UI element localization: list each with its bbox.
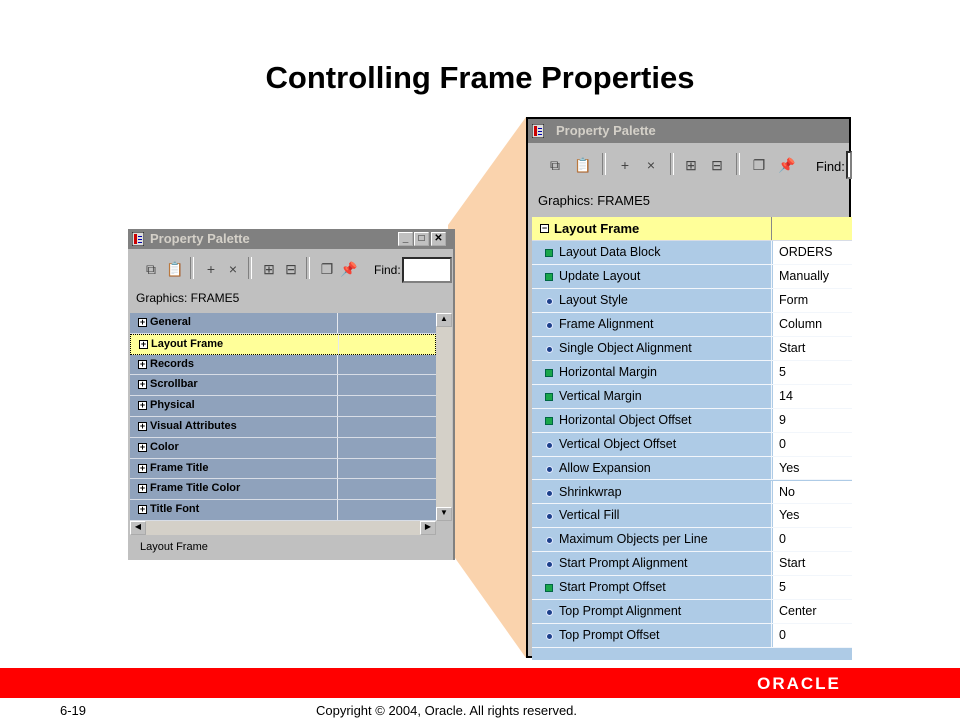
property-group-row[interactable] xyxy=(130,396,436,417)
property-name: Maximum Objects per Line xyxy=(559,532,708,547)
property-name-cell xyxy=(532,504,772,527)
property-value: Center xyxy=(779,604,817,619)
property-default-icon xyxy=(546,346,553,353)
slide-title: Controlling Frame Properties xyxy=(265,60,695,95)
add-icon[interactable]: + xyxy=(620,157,630,173)
property-value: 9 xyxy=(779,412,786,427)
property-group-row[interactable] xyxy=(130,417,436,438)
property-name: Layout Style xyxy=(559,292,628,307)
group-name-cell xyxy=(130,479,338,499)
expand-icon[interactable]: + xyxy=(139,504,146,515)
context-label: Graphics: FRAME5 xyxy=(538,193,650,208)
expand-icon[interactable]: + xyxy=(139,358,146,369)
property-name: Update Layout xyxy=(559,268,641,283)
property-group-row[interactable] xyxy=(130,479,436,500)
property-name-cell xyxy=(532,457,772,480)
expand-icon[interactable]: + xyxy=(139,462,146,473)
property-value-cell[interactable] xyxy=(773,289,852,312)
copyright-notice: Copyright © 2004, Oracle. All rights reserved. xyxy=(316,703,578,718)
palette-app-icon xyxy=(132,232,144,246)
group-label: Scrollbar xyxy=(150,378,198,391)
property-value-cell[interactable] xyxy=(773,361,852,384)
toolbar-separator xyxy=(670,153,674,175)
property-value-cell[interactable] xyxy=(773,528,852,551)
property-group-row[interactable] xyxy=(130,355,436,376)
toolbar-separator xyxy=(306,257,310,279)
large-palette-title: Property Palette xyxy=(556,123,656,138)
property-value-cell[interactable] xyxy=(773,409,852,432)
property-name: Allow Expansion xyxy=(559,460,651,475)
property-row[interactable] xyxy=(532,241,852,265)
svg-text:ORACLE: ORACLE xyxy=(757,674,841,692)
property-default-icon xyxy=(546,633,553,640)
scroll-left-button[interactable]: ◀ xyxy=(130,521,146,535)
property-default-icon xyxy=(546,537,553,544)
close-button[interactable]: ✕ xyxy=(431,232,446,246)
property-group-row[interactable] xyxy=(130,500,436,521)
intersection-icon[interactable]: ⊟ xyxy=(285,261,297,277)
property-changed-icon xyxy=(545,417,553,425)
property-row[interactable] xyxy=(532,265,852,289)
expand-icon[interactable]: + xyxy=(139,441,146,452)
group-name-cell xyxy=(130,438,338,458)
large-palette-toolbar xyxy=(528,145,849,187)
property-group-row[interactable] xyxy=(130,375,436,396)
property-name: Horizontal Object Offset xyxy=(559,412,692,427)
property-value: Form xyxy=(779,292,809,307)
delete-icon[interactable]: × xyxy=(646,157,656,173)
property-name: Single Object Alignment xyxy=(559,340,692,355)
add-icon[interactable]: + xyxy=(206,261,216,277)
property-value: Manually xyxy=(779,268,830,283)
freeze-icon[interactable]: ❐ xyxy=(752,157,766,173)
property-name-cell xyxy=(532,409,772,432)
small-property-grid xyxy=(130,313,436,521)
small-palette-title: Property Palette xyxy=(150,231,250,246)
property-value: Start xyxy=(779,340,806,355)
scroll-up-button[interactable]: ▲ xyxy=(436,313,452,327)
property-name-cell xyxy=(532,289,772,312)
property-group-row[interactable] xyxy=(130,438,436,459)
property-row[interactable] xyxy=(532,528,852,552)
property-name-cell xyxy=(532,337,772,360)
maximize-button[interactable]: □ xyxy=(414,232,429,246)
property-row[interactable] xyxy=(532,385,852,409)
toolbar-separator xyxy=(248,257,252,279)
expand-icon[interactable]: + xyxy=(139,400,146,411)
delete-icon[interactable]: × xyxy=(228,261,238,277)
property-value-cell[interactable] xyxy=(773,265,852,288)
property-value: 0 xyxy=(779,532,786,547)
copy-properties-icon[interactable]: ⧉ xyxy=(550,157,560,173)
property-value: 5 xyxy=(779,364,786,379)
group-label: Layout Frame xyxy=(151,337,224,350)
expand-icon[interactable]: + xyxy=(139,317,146,327)
property-row[interactable] xyxy=(532,337,852,361)
toolbar-separator xyxy=(602,153,606,175)
property-value-cell[interactable] xyxy=(773,385,852,408)
property-value-cell[interactable] xyxy=(773,624,852,647)
group-name-cell xyxy=(130,417,338,437)
property-name: Start Prompt Alignment xyxy=(559,556,688,571)
property-default-icon xyxy=(546,322,553,329)
toolbar-separator xyxy=(736,153,740,175)
property-value: Column xyxy=(779,316,823,331)
find-label: Find: xyxy=(816,159,845,174)
property-value-cell[interactable] xyxy=(773,552,852,575)
property-row[interactable] xyxy=(532,409,852,433)
intersection-icon[interactable]: ⊟ xyxy=(711,157,723,173)
property-default-icon xyxy=(546,561,553,568)
property-name-cell xyxy=(532,481,772,504)
group-label: General xyxy=(150,316,191,328)
property-row[interactable] xyxy=(532,481,852,505)
property-value: 0 xyxy=(779,628,786,643)
property-value: 0 xyxy=(779,436,786,451)
group-name-cell xyxy=(131,335,339,354)
property-changed-icon xyxy=(545,393,553,401)
property-row[interactable] xyxy=(532,576,852,600)
property-value-cell[interactable] xyxy=(773,504,852,527)
property-value: 5 xyxy=(779,580,786,595)
expand-icon[interactable]: + xyxy=(139,379,146,390)
group-name-cell xyxy=(130,375,338,395)
collapse-icon[interactable]: − xyxy=(541,223,548,233)
property-name-cell xyxy=(532,361,772,384)
horizontal-scrollbar[interactable] xyxy=(130,521,436,535)
property-row[interactable] xyxy=(532,313,852,337)
property-name: Shrinkwrap xyxy=(559,484,622,499)
property-value-cell[interactable] xyxy=(773,241,852,264)
large-property-grid xyxy=(532,217,852,660)
group-label: Title Font xyxy=(150,503,200,516)
group-name-cell xyxy=(130,355,338,375)
group-name-cell xyxy=(130,459,338,479)
find-input[interactable] xyxy=(846,151,852,179)
property-name: Horizontal Margin xyxy=(559,364,657,379)
property-value-cell[interactable] xyxy=(773,600,852,623)
property-name-cell xyxy=(532,385,772,408)
group-name-cell xyxy=(130,396,338,416)
property-name-cell xyxy=(532,241,772,264)
group-header-label: Layout Frame xyxy=(554,221,640,236)
scroll-right-button[interactable]: ▶ xyxy=(420,521,436,535)
property-default-icon xyxy=(546,298,553,305)
large-property-palette-window xyxy=(526,117,851,658)
property-name-cell xyxy=(532,528,772,551)
copy-properties-icon[interactable]: ⧉ xyxy=(146,261,156,277)
group-name-cell xyxy=(130,313,338,333)
property-value-cell[interactable] xyxy=(773,457,852,480)
minimize-button[interactable]: _ xyxy=(398,232,413,246)
property-value-cell[interactable] xyxy=(773,481,852,504)
expand-icon[interactable]: + xyxy=(140,338,147,349)
expand-icon[interactable]: + xyxy=(139,483,146,494)
page-number: 6-19 xyxy=(60,703,87,718)
property-row[interactable] xyxy=(532,600,852,624)
property-row[interactable] xyxy=(532,361,852,385)
property-value: ORDERS xyxy=(779,245,833,259)
property-value-cell[interactable] xyxy=(773,337,852,360)
palette-app-icon xyxy=(532,124,544,138)
pin-icon[interactable]: 📌 xyxy=(340,261,358,277)
property-name: Layout Data Block xyxy=(559,245,661,259)
group-label: Frame Title xyxy=(150,461,209,474)
property-changed-icon xyxy=(545,249,553,257)
group-label: Physical xyxy=(150,399,195,412)
property-default-icon xyxy=(546,466,553,473)
property-name: Start Prompt Offset xyxy=(559,580,666,595)
property-name-cell xyxy=(532,576,772,599)
status-bar: Layout Frame xyxy=(140,541,208,553)
toolbar-separator xyxy=(190,257,194,279)
small-palette-titlebar[interactable] xyxy=(128,229,453,249)
property-changed-icon xyxy=(545,369,553,377)
group-label: Frame Title Color xyxy=(150,482,241,495)
property-name: Top Prompt Alignment xyxy=(559,604,682,619)
property-changed-icon xyxy=(545,273,553,281)
property-row[interactable] xyxy=(532,624,852,648)
property-value-cell[interactable] xyxy=(773,576,852,599)
union-icon[interactable]: ⊞ xyxy=(685,157,697,173)
group-label: Color xyxy=(150,440,179,453)
property-row[interactable] xyxy=(532,457,852,481)
paste-properties-icon[interactable]: 📋 xyxy=(166,261,184,277)
paste-properties-icon[interactable]: 📋 xyxy=(574,157,592,173)
property-name: Vertical Margin xyxy=(559,388,642,403)
freeze-icon[interactable]: ❐ xyxy=(320,261,334,277)
property-row[interactable] xyxy=(532,289,852,313)
property-group-row[interactable] xyxy=(130,334,436,355)
group-name-cell xyxy=(532,217,772,240)
property-value-cell[interactable] xyxy=(773,433,852,456)
union-icon[interactable]: ⊞ xyxy=(263,261,275,277)
property-name: Frame Alignment xyxy=(559,316,654,331)
group-header-row[interactable] xyxy=(532,217,852,241)
property-row[interactable] xyxy=(532,552,852,576)
property-group-row[interactable] xyxy=(130,313,436,334)
property-value: Yes xyxy=(779,460,800,475)
property-name-cell xyxy=(532,313,772,336)
property-value-cell[interactable] xyxy=(773,313,852,336)
property-name-cell xyxy=(532,552,772,575)
group-name-cell xyxy=(130,500,338,520)
property-name-cell xyxy=(532,433,772,456)
property-name-cell xyxy=(532,265,772,288)
property-value: 14 xyxy=(779,388,793,403)
vertical-scrollbar[interactable] xyxy=(436,313,452,521)
group-label: Records xyxy=(150,357,195,370)
property-default-icon xyxy=(546,513,553,520)
group-label: Visual Attributes xyxy=(150,420,237,432)
property-changed-icon xyxy=(545,584,553,592)
small-palette-toolbar xyxy=(128,251,453,291)
property-name: Vertical Fill xyxy=(559,508,620,523)
find-label: Find: xyxy=(374,263,401,277)
property-value: No xyxy=(779,484,795,499)
property-name: Top Prompt Offset xyxy=(559,628,660,643)
find-input[interactable] xyxy=(402,257,452,283)
pin-icon[interactable]: 📌 xyxy=(778,157,796,173)
property-row[interactable] xyxy=(532,433,852,457)
property-default-icon xyxy=(546,609,553,616)
property-name-cell xyxy=(532,600,772,623)
context-label: Graphics: FRAME5 xyxy=(136,291,240,305)
scroll-down-button[interactable]: ▼ xyxy=(436,507,452,521)
property-value: Start xyxy=(779,556,806,571)
property-default-icon xyxy=(546,442,553,449)
property-group-row[interactable] xyxy=(130,459,436,480)
large-palette-titlebar[interactable] xyxy=(528,119,849,143)
property-name-cell xyxy=(532,624,772,647)
property-value: Yes xyxy=(779,508,800,523)
property-default-icon xyxy=(546,490,553,497)
oracle-logo xyxy=(738,674,860,692)
property-row[interactable] xyxy=(532,504,852,528)
expand-icon[interactable]: + xyxy=(139,421,146,431)
property-name: Vertical Object Offset xyxy=(559,436,677,451)
small-property-palette-window xyxy=(128,229,455,560)
